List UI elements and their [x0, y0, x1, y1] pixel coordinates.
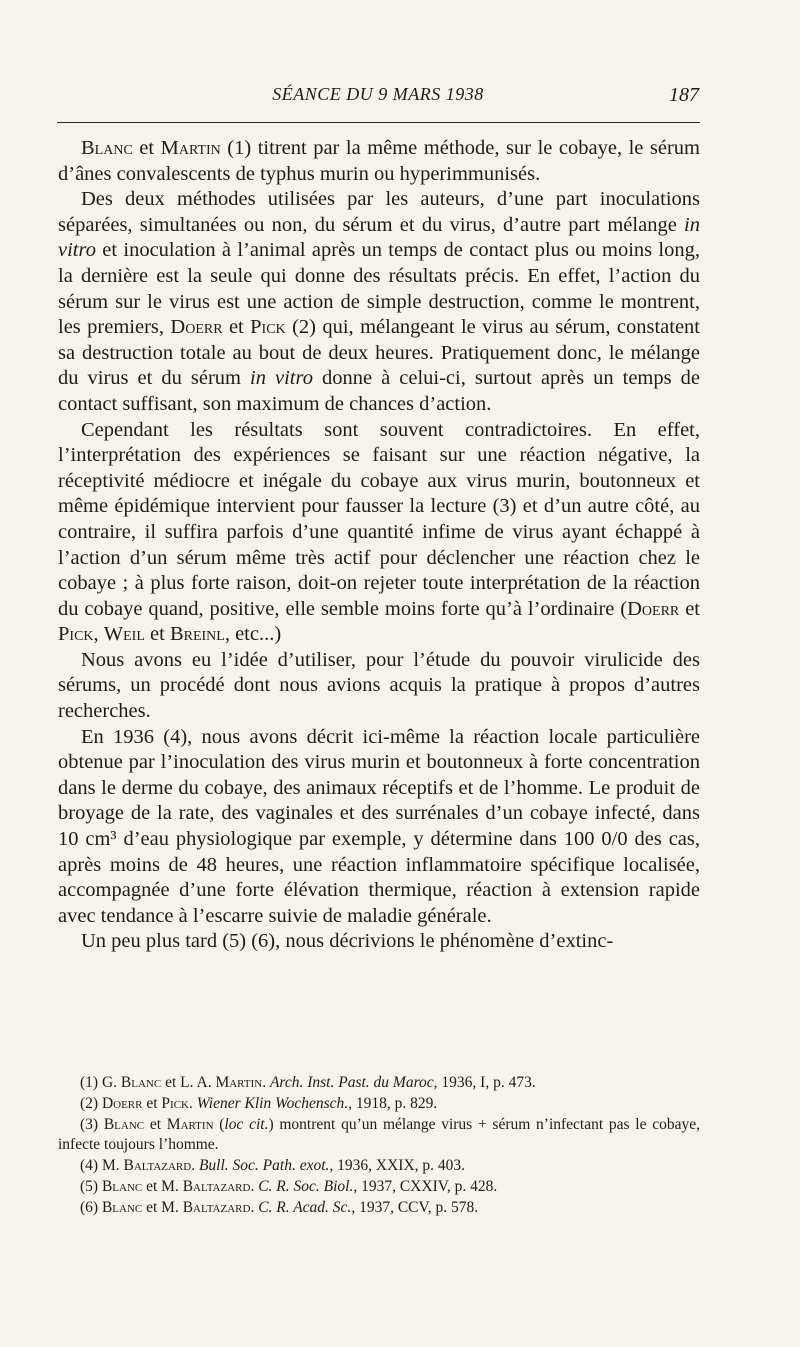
author-name: Baltazard: [123, 1157, 192, 1175]
text-run: 1937, CCV, p. 578.: [355, 1198, 479, 1216]
footnote-1: [58, 1073, 700, 1094]
italic-term: in vitro: [250, 367, 313, 390]
text-run: ,: [93, 623, 104, 646]
text-run: , etc...): [224, 623, 282, 646]
journal-title: C. R. Acad. Sc.,: [258, 1198, 356, 1216]
author-name: Doerr: [170, 316, 223, 339]
paragraph-4: [58, 648, 700, 725]
footnote-number: (4) M.: [80, 1157, 124, 1175]
footnote-5: [58, 1177, 700, 1198]
author-name: Doerr: [101, 1094, 143, 1112]
text-run: 1918, p. 829.: [352, 1094, 438, 1112]
text-run: donne à celui-ci, surtout après un temps de contact suffisant, son maximum de chances d’action.: [58, 367, 700, 415]
text-run: et: [144, 1115, 167, 1133]
italic-term: in vitro: [58, 213, 700, 262]
text-run: et M.: [142, 1198, 183, 1216]
author-name: Baltazard: [182, 1177, 251, 1195]
footnote-number: (6): [80, 1198, 102, 1216]
author-name: Blanc: [103, 1115, 145, 1133]
text-run: et: [222, 316, 251, 339]
page-header: [57, 84, 699, 114]
author-name: Blanc: [101, 1198, 143, 1216]
author-name: Blanc: [101, 1177, 143, 1195]
author-name: Martin: [215, 1074, 263, 1091]
footnote-number: (5): [80, 1177, 102, 1195]
text-run: .: [262, 1074, 270, 1091]
footnote-2: [58, 1094, 700, 1115]
text-run: et: [679, 597, 700, 620]
text-run: .: [191, 1157, 199, 1175]
body-text: [58, 136, 700, 955]
author-name: Pick: [250, 316, 286, 339]
paragraph-3: [58, 418, 700, 648]
header-rule: [57, 122, 700, 123]
footnote-3: [58, 1115, 700, 1157]
text-run: et: [132, 137, 161, 159]
text-run: 1937, CXXIV, p. 428.: [357, 1177, 498, 1195]
text-run: Cependant les résultats sont souvent contradictoires. En effet, l’interprétation des expériences se faisant sur une réaction négative, la réceptivité médiocre et inégale du cobaye aux virus murin, boutonneux et même épidémique intervient pour fausser la lecture (3) et d’un autre côté, au contraire, il suffira parfois d’une quantité infime de virus ayant échappé à l’action d’un sérum même très actif pour déclencher une réaction chez le cobaye ; à plus forte raison, doit-on rejeter toute interprétation de la réaction du cobaye quand, positive, elle semble moins forte qu’à l’ordinaire (: [58, 418, 700, 620]
author-name: Weil: [103, 623, 145, 646]
italic-term: loc cit.: [224, 1115, 269, 1133]
author-name: Baltazard: [182, 1198, 251, 1216]
journal-title: C. R. Soc. Biol.,: [258, 1177, 358, 1195]
text-run: et M.: [142, 1177, 183, 1195]
author-name: Martin: [166, 1115, 214, 1133]
paragraph-5: [58, 725, 700, 930]
text-run: ) montrent qu’un mélange virus + sérum n’infectant pas le cobaye, infecte toujours l’homme.: [58, 1115, 700, 1154]
author-name: Blanc: [81, 137, 133, 159]
journal-title: Arch. Inst. Past. du Maroc,: [269, 1074, 438, 1091]
text-run: Des deux méthodes utilisées par les auteurs, d’une part inoculations séparées, simultanées ou non, du sérum et du virus, d’autre part mélange: [58, 188, 700, 236]
author-name: Pick: [161, 1094, 189, 1112]
text-run: et: [142, 1094, 162, 1112]
text-run: 1936, XXIX, p. 403.: [333, 1157, 466, 1175]
text-run: Un peu plus tard (5) (6), nous décrivions le phénomène d’extinc-: [81, 930, 614, 953]
text-run: .: [189, 1094, 197, 1112]
text-run: et inoculation à l’animal après un temps de contact plus ou moins long, la dernière est la seule qui donne des résultats précis. En effet, l’action du sérum sur le virus est une action de simple destruction, comme le montrent, les premiers,: [58, 239, 700, 339]
text-run: et L. A.: [161, 1074, 216, 1091]
journal-title: Wiener Klin Wochensch.,: [196, 1094, 353, 1112]
text-run: .: [250, 1198, 259, 1216]
paragraph-1: [58, 136, 700, 187]
author-name: Blanc: [120, 1074, 162, 1091]
text-run: (: [213, 1115, 225, 1133]
author-name: Doerr: [627, 597, 680, 620]
text-run: Nous avons eu l’idée d’utiliser, pour l’étude du pouvoir virulicide des sérums, un procédé dont nous avions acquis la pratique à propos d’autres recherches.: [58, 648, 700, 723]
footnote-number: (2): [80, 1094, 102, 1112]
footnotes: [58, 1073, 700, 1219]
journal-title: Bull. Soc. Path. exot.,: [198, 1157, 334, 1175]
text-run: (2) qui, mélangeant le virus au sérum, constatent sa destruction totale au bout de deux heures. Pratiquement donc, le mélange du virus et du sérum: [58, 316, 701, 390]
author-name: Pick: [58, 623, 94, 646]
footnote-6: [58, 1198, 700, 1219]
author-name: Breinl: [169, 623, 225, 646]
paragraph-2: [58, 187, 700, 417]
text-run: (1) titrent par la même méthode, sur le cobaye, le sérum d’ânes convalescents de typhus murin ou hyperimmunisés.: [58, 137, 700, 185]
running-title: SÉANCE DU 9 MARS 1938: [272, 84, 484, 104]
footnote-number: (3): [80, 1115, 104, 1133]
text-run: En 1936 (4), nous avons décrit ici-même la réaction locale particulière obtenue par l’inoculation des virus murin et boutonneux à forte concentration dans le derme du cobaye, des animaux réceptifs et de l’homme. Le produit de broyage de la rate, des vaginales et des surrénales d’un cobaye infecté, dans 10 cm³ d’eau physiologique par exemple, y détermine dans 100 0/0 des cas, après moins de 48 heures, une réaction inflammatoire spécifique localisée, accompagnée d’une forte élévation thermique, réaction à extension rapide avec tendance à l’escarre suivie de maladie générale.: [58, 725, 700, 927]
text-run: 1936, I, p. 473.: [437, 1074, 536, 1091]
footnote-4: [58, 1156, 700, 1177]
text-run: .: [250, 1177, 259, 1195]
author-name: Martin: [160, 137, 221, 159]
text-run: et: [144, 623, 170, 646]
paragraph-6: [58, 929, 700, 955]
footnote-number: (1) G.: [80, 1074, 121, 1091]
page-number: 187: [669, 84, 699, 106]
